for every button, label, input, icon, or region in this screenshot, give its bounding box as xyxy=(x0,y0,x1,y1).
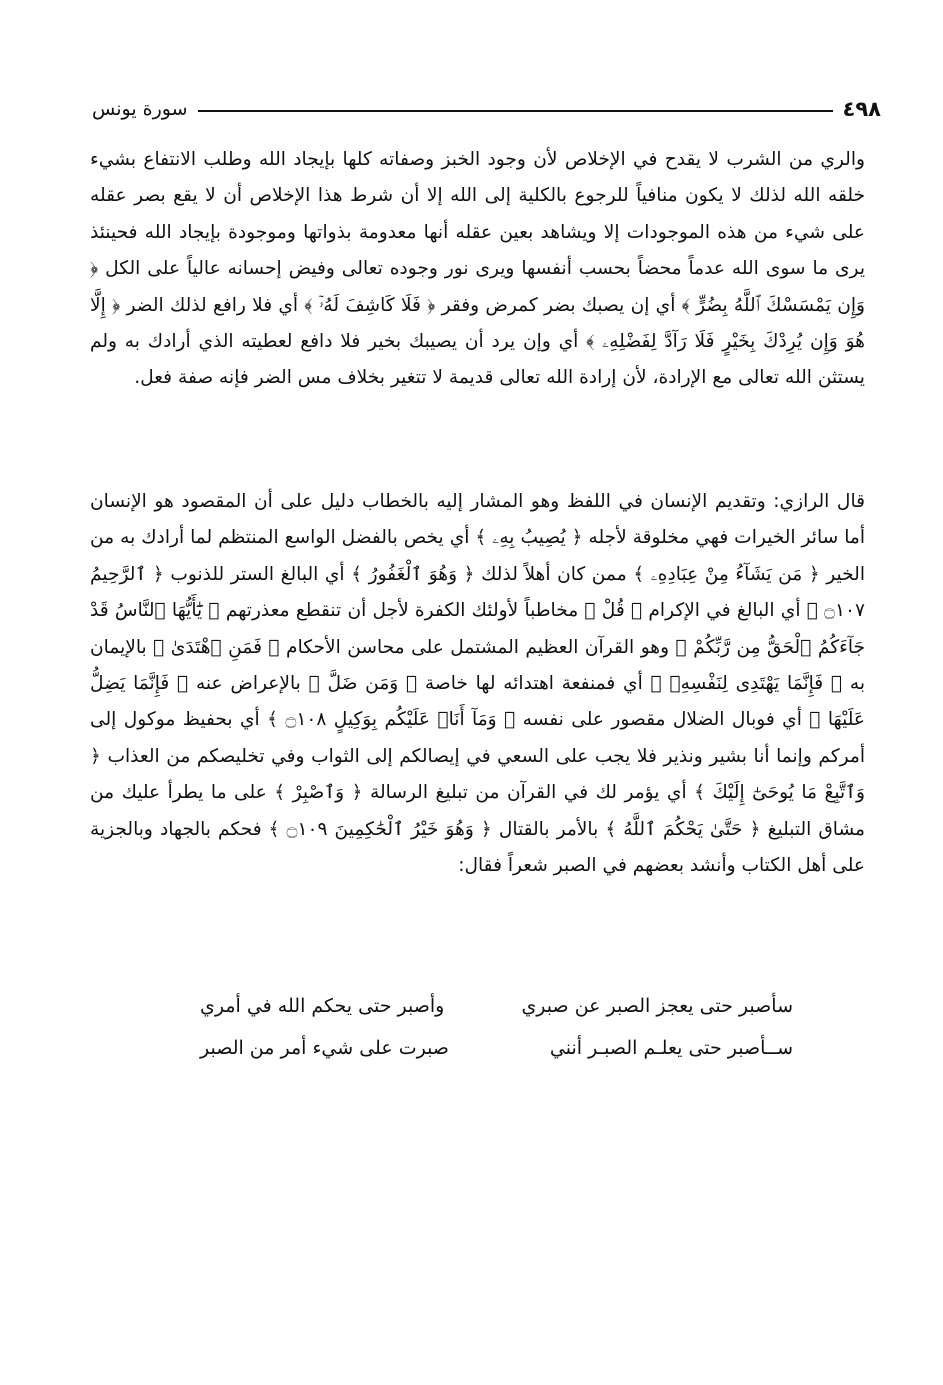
poem-verse-1 xyxy=(200,985,793,1027)
poem-verse-2-second-hemistich: صبرت على شيء أمر من الصبر xyxy=(200,1037,449,1059)
surah-name: سورة يونس xyxy=(92,98,188,120)
poem-verse-1-first-hemistich: سأصبر حتى يعجز الصبر عن صبري xyxy=(521,995,793,1017)
running-header xyxy=(92,94,881,124)
poem-verse-2 xyxy=(200,1027,793,1069)
header-rule xyxy=(198,110,833,112)
poem-block xyxy=(200,985,793,1069)
paragraph-1: والري من الشرب لا يقدح في الإخلاص لأن وجود الخبز وصفاته كلها بإيجاد الله وطلب الانتفاع بشيء خلقه الله لذلك لا يكون منافياً للرجوع بالكلية إلى الله إلا أن شرط هذا الإخلاص أن لا يقع بصر عقله على شيء من هذه الموجودات إلا ويشاهد بعين عقله أنها معدومة بذواتها وموجودة بإيجاد الله فحينئذ يرى ما سوى الله عدماً محضاً بحسب أنفسها ويرى نور وجوده تعالى وفيض إحسانه عالياً على الكل ﴿ وَإِن يَمْسَسْكَ ٱللَّهُ بِضُرٍّ ﴾ أي إن يصبك بضر كمرض وفقر ﴿ فَلَا كَاشِفَ لَهُۥٓ ﴾ أي فلا رافع لذلك الضر ﴿ إِلَّا هُوَ وَإِن يُرِدْكَ بِخَيْرٍ فَلَا رَآدَّ لِفَضْلِهِۦ ﴾ أي وإن يرد أن يصيبك بخير فلا دافع لعطيته الذي أرادك به ولم يستثن الله تعالى مع الإرادة، لأن إرادة الله تعالى قديمة لا تتغير بخلاف مس الضر فإنه صفة فعل. xyxy=(90,149,865,389)
poem-verse-1-second-hemistich: وأصبر حتى يحكم الله في أمري xyxy=(200,995,445,1017)
paragraph-2: قال الرازي: وتقديم الإنسان في اللفظ وهو المشار إليه بالخطاب دليل على أن المقصود هو الإنسان أما سائر الخيرات فهي مخلوقة لأجله ﴿ يُصِيبُ بِهِۦ ﴾ أي يخص بالفضل الواسع المنتظم لما أرادك به من الخير ﴿ مَن يَشَآءُ مِنْ عِبَادِهِۦ ﴾ ممن كان أهلاً لذلك ﴿ وَهُوَ ٱلْغَفُورُ ﴾ أي البالغ الستر للذنوب ﴿ ٱلرَّحِيمُ ۝١٠٧ ﴾ أي البالغ في الإكرام ﴿ قُلْ ﴾ مخاطباً لأولئك الكفرة لأجل أن تنقطع معذرتهم ﴿ يَٰٓأَيُّهَا ٱلنَّاسُ قَدْ جَآءَكُمُ ٱلْحَقُّ مِن رَّبِّكُمْ ﴾ وهو القرآن العظيم المشتمل على محاسن الأحكام ﴿ فَمَنِ ٱهْتَدَىٰ ﴾ بالإيمان به ﴿ فَإِنَّمَا يَهْتَدِى لِنَفْسِهِۦ ﴾ أي فمنفعة اهتدائه لها خاصة ﴿ وَمَن ضَلَّ ﴾ بالإعراض عنه ﴿ فَإِنَّمَا يَضِلُّ عَلَيْهَا ﴾ أي فوبال الضلال مقصور على نفسه ﴿ وَمَآ أَنَا۠ عَلَيْكُم بِوَكِيلٍ ۝١٠٨ ﴾ أي بحفيظ موكول إلى أمركم وإنما أنا بشير ونذير فلا يجب على السعي في إيصالكم إلى الثواب وفي تخليصكم من العذاب ﴿ وَٱتَّبِعْ مَا يُوحَىٰٓ إِلَيْكَ ﴾ أي يؤمر لك في القرآن من تبليغ الرسالة ﴿ وَٱصْبِرْ ﴾ على ما يطرأ عليك من مشاق التبليغ ﴿ حَتَّىٰ يَحْكُمَ ٱللَّهُ ﴾ بالأمر بالقتال ﴿ وَهُوَ خَيْرُ ٱلْحَٰكِمِينَ ۝١٠٩ ﴾ فحكم بالجهاد وبالجزية على أهل الكتاب وأنشد بعضهم في الصبر شعراً فقال: xyxy=(90,491,865,877)
page-number: ٤٩٨ xyxy=(842,97,881,121)
poem-verse-2-first-hemistich: ســأصبر حتى يعلـم الصبـر أنني xyxy=(549,1037,793,1059)
